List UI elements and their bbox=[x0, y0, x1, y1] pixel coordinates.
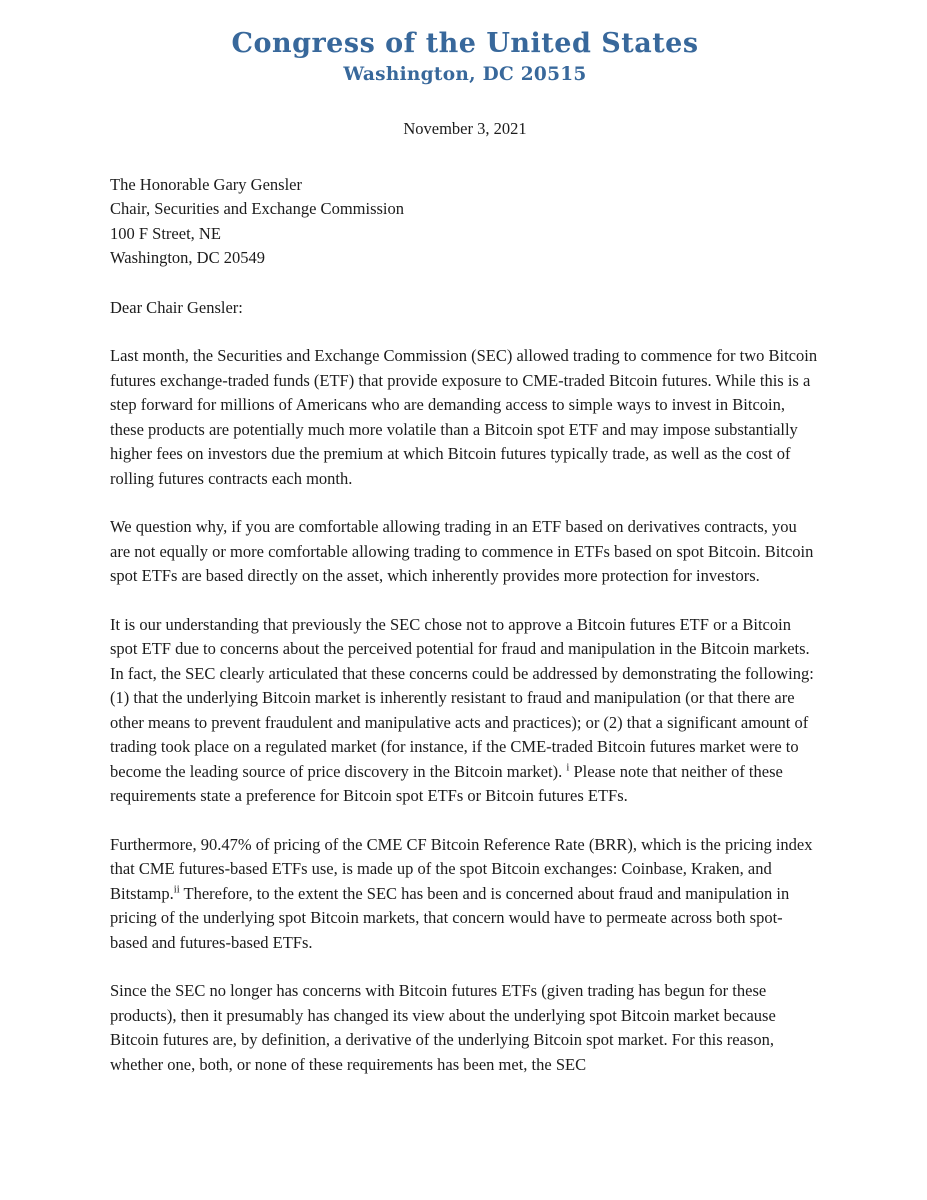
recipient-line: Washington, DC 20549 bbox=[110, 248, 265, 267]
recipient-address bbox=[110, 173, 820, 271]
recipient-line: Chair, Securities and Exchange Commission bbox=[110, 199, 404, 218]
paragraph-text: Furthermore, 90.47% of pricing of the CME CF Bitcoin Reference Rate (BRR), which is the pricing index that CME futures-based ETFs use, is made up of the spot Bitcoin exchanges: Coinbase, Kraken, and Bitstamp. bbox=[110, 834, 813, 903]
salutation: Dear Chair Gensler: bbox=[110, 297, 243, 317]
recipient-line: 100 F Street, NE bbox=[110, 223, 221, 243]
footnote-marker: i bbox=[566, 761, 570, 773]
body-paragraph bbox=[110, 979, 820, 1077]
body-paragraph bbox=[110, 344, 820, 491]
letterhead-subtitle: Washington, DC 20515 bbox=[343, 64, 587, 85]
body-paragraph bbox=[110, 833, 820, 956]
footnote-marker: ii bbox=[173, 883, 180, 895]
paragraph-text: Last month, the Securities and Exchange Commission (SEC) allowed trading to commence for two Bitcoin futures exchange-traded funds (ETF) that provide exposure to CME-traded Bitcoin futures. While this is a step forward for millions of Americans who are demanding access to simple ways to invest in Bitcoin, these products are potentially much more volatile than a Bitcoin spot ETF and may impose substantially higher fees on investors due the premium at which Bitcoin futures typically trade, as well as the cost of rolling futures contracts each month. bbox=[110, 346, 818, 488]
letter-body bbox=[110, 344, 820, 1077]
paragraph-text: Therefore, to the extent the SEC has been and is concerned about fraud and manipulation in pricing of the underlying spot Bitcoin markets, that concern would have to permeate across both spot-based and futures-based ETFs. bbox=[110, 883, 790, 952]
body-paragraph bbox=[110, 613, 820, 809]
recipient-line: The Honorable Gary Gensler bbox=[110, 174, 302, 194]
letterhead-title: Congress of the United States bbox=[231, 28, 699, 59]
paragraph-text: We question why, if you are comfortable allowing trading in an ETF based on derivatives contracts, you are not equally or more comfortable allowing trading to commence in ETFs based on spot Bitcoin. Bitcoin spot ETFs are based directly on the asset, which inherently provides more protection for investors. bbox=[110, 517, 814, 585]
letterhead bbox=[110, 28, 820, 87]
paragraph-text: Since the SEC no longer has concerns with Bitcoin futures ETFs (given trading has begun for these products), then it presumably has changed its view about the underlying spot Bitcoin market because Bitcoin futures are, by definition, a derivative of the underlying Bitcoin spot market. For this reason, whether one, both, or none of these requirements has been met, the SEC bbox=[110, 981, 776, 1074]
body-paragraph bbox=[110, 515, 820, 589]
paragraph-text: It is our understanding that previously the SEC chose not to approve a Bitcoin futures ETF or a Bitcoin spot ETF due to concerns about the perceived potential for fraud and manipulation in the Bitcoin markets. In fact, the SEC clearly articulated that these concerns could be addressed by demonstrating the following: (1) that the underlying Bitcoin market is inherently resistant to fraud and manipulation (or that there are other means to prevent fraudulent and manipulative acts and practices); or (2) that a significant amount of trading took place on a regulated market (for instance, if the CME-traded Bitcoin futures market were to become the leading source of price discovery in the Bitcoin market). bbox=[110, 614, 814, 781]
paragraph-text: Please note that neither of these requirements state a preference for Bitcoin spot ETFs or Bitcoin futures ETFs. bbox=[110, 761, 783, 805]
letter-date: November 3, 2021 bbox=[403, 119, 527, 138]
